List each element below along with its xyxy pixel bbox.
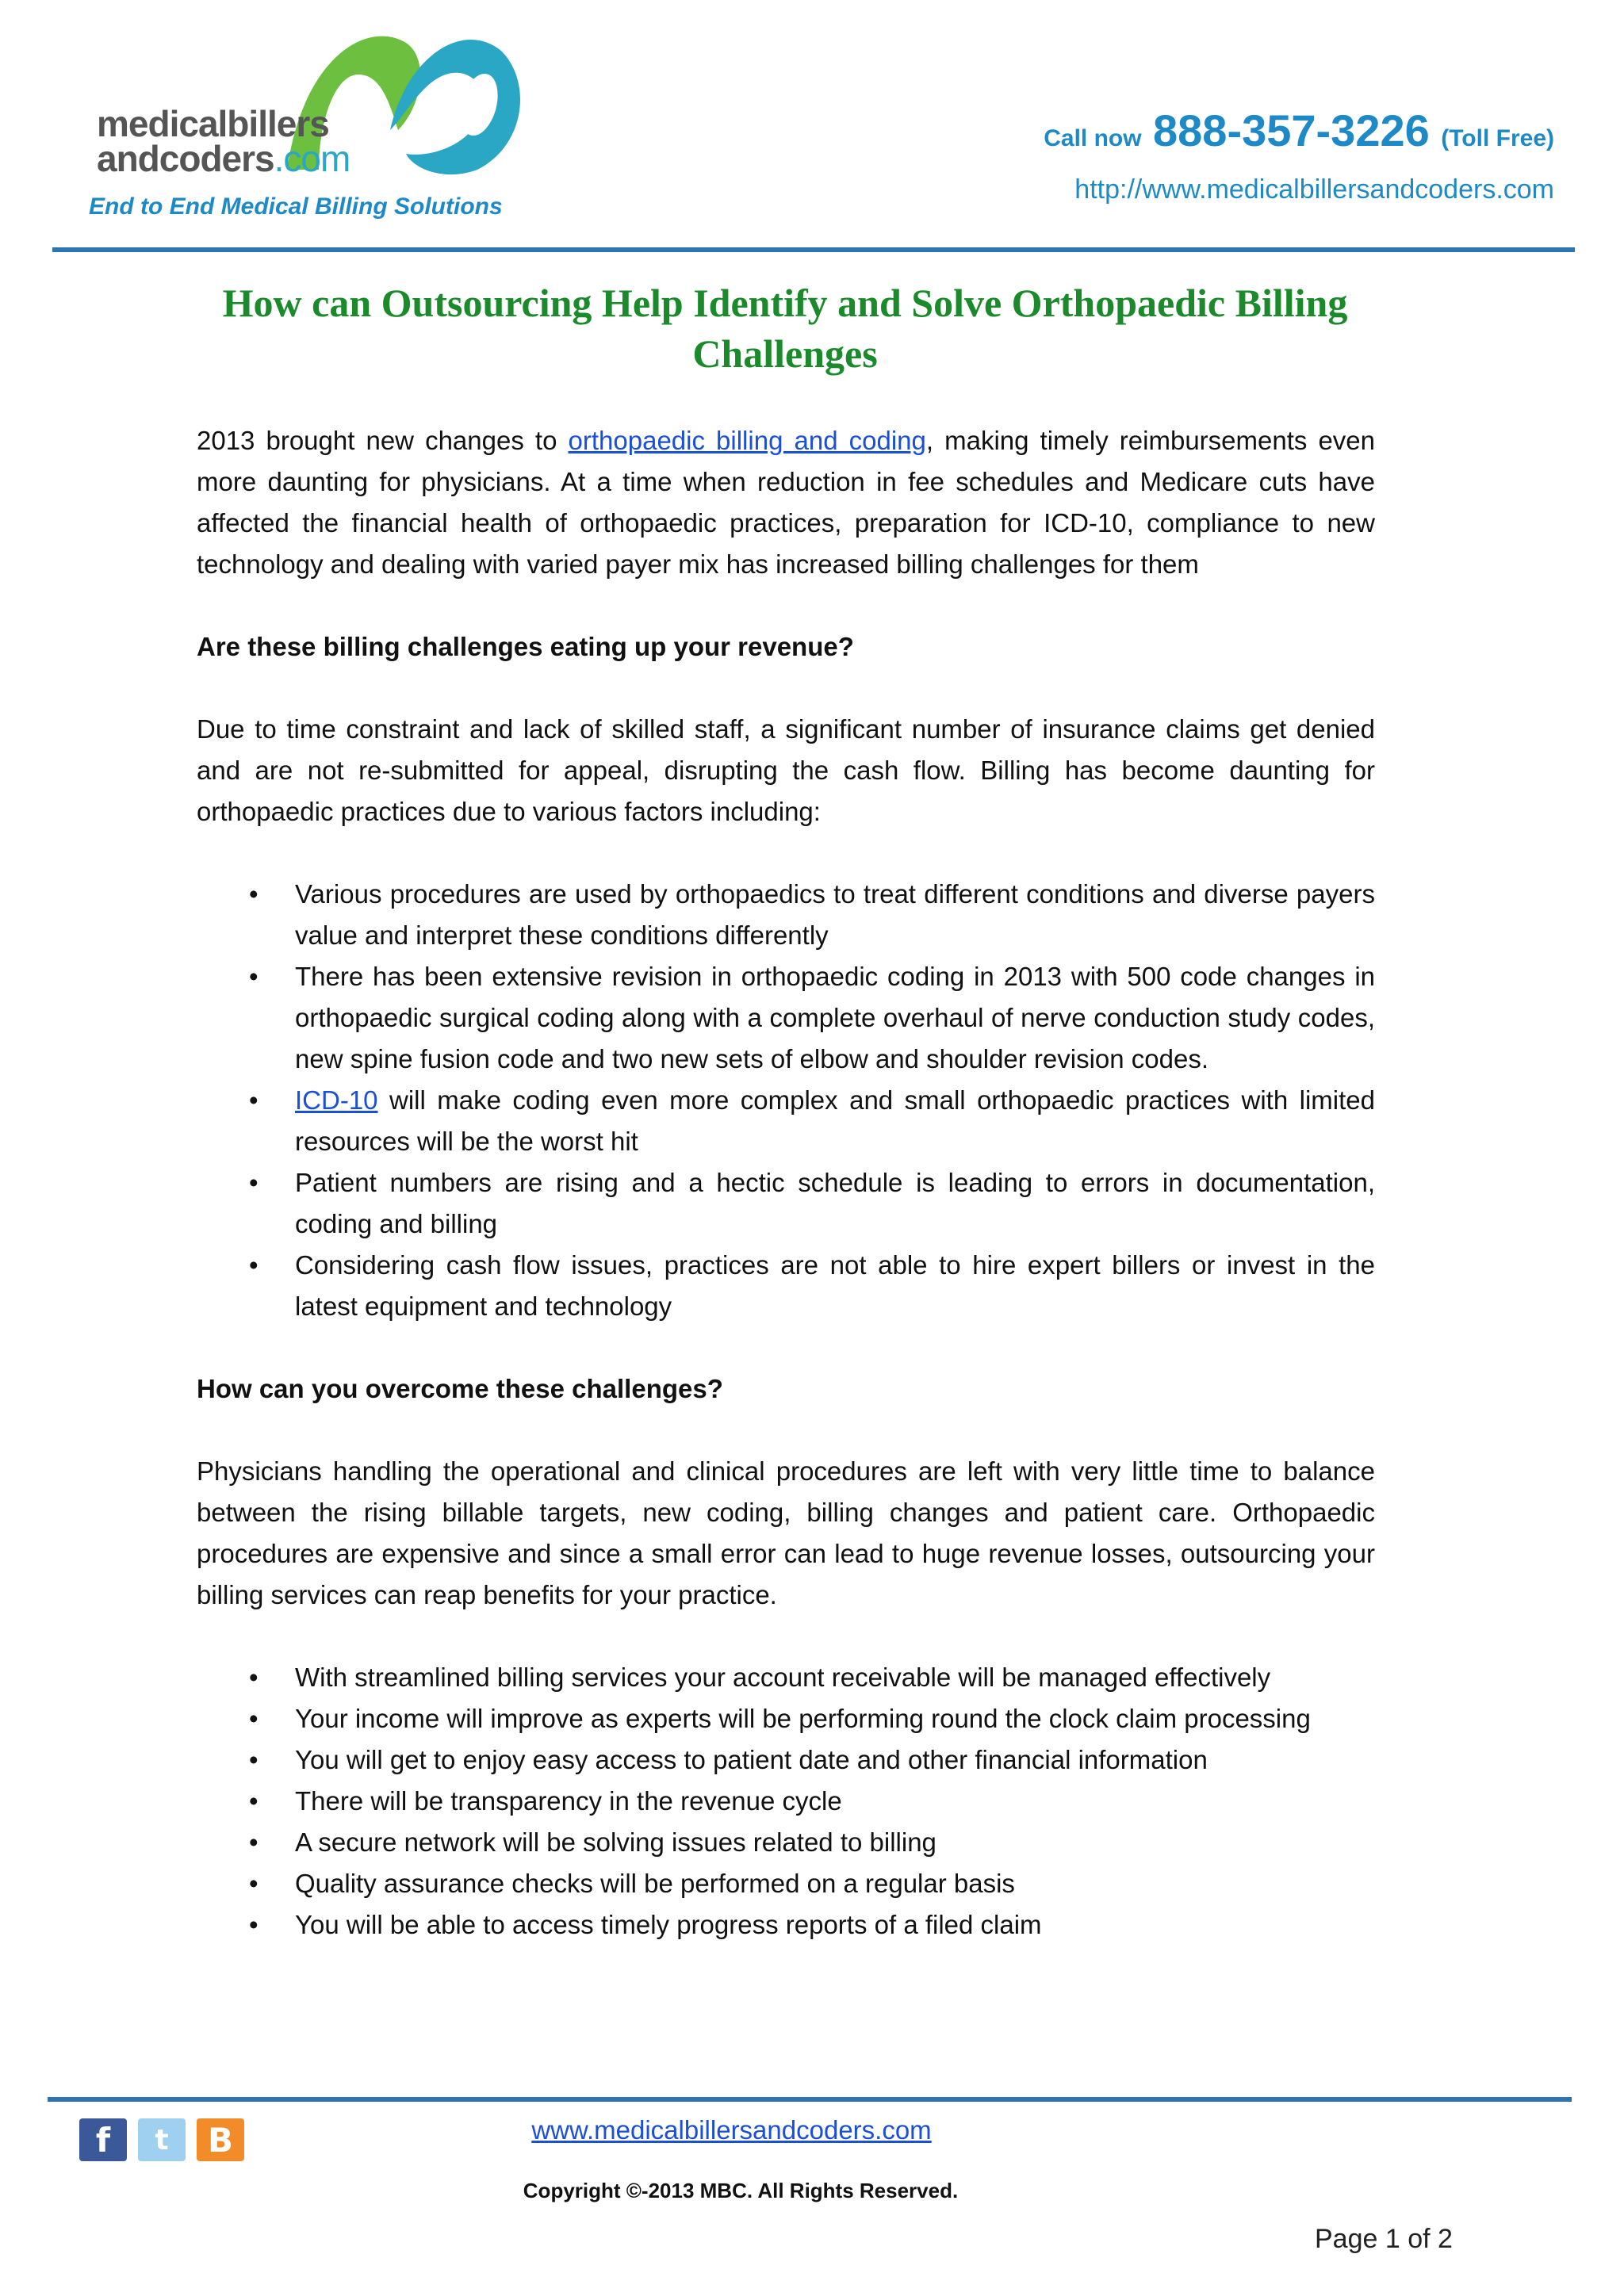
footer-website-link[interactable]: www.medicalbillersandcoders.com: [531, 2115, 932, 2145]
list-item: [197, 1080, 1375, 1162]
page-title: How can Outsourcing Help Identify and Solve Orthopaedic Billing Challenges: [222, 281, 1348, 376]
list-item: [197, 1162, 1375, 1245]
challenges-list: [197, 874, 1375, 1327]
list-item-text: A secure network will be solving issues related to billing: [295, 1827, 936, 1857]
benefits-list: [197, 1657, 1375, 1946]
header-divider: [52, 247, 1575, 252]
call-now-label: Call now: [1044, 125, 1142, 151]
logo-line-1: medicalbillers: [97, 103, 329, 144]
logo-line-2-main: andcoders: [97, 138, 274, 179]
bullet-icon: •: [249, 1168, 259, 1197]
list-item-text: Patient numbers are rising and a hectic schedule is leading to errors in documentation, coding and billing: [295, 1168, 1375, 1238]
company-logo[interactable]: [89, 11, 533, 225]
list-item-text: With streamlined billing services your account receivable will be managed effectively: [295, 1663, 1271, 1692]
list-item-text: There has been extensive revision in orthopaedic coding in 2013 with 500 code changes in orthopaedic surgical coding along with a complete overhaul of nerve conduction study codes, new spine fusion code and two new sets of elbow and shoulder revision codes.: [295, 962, 1375, 1073]
toll-free-label: (Toll Free): [1441, 125, 1554, 151]
bullet-icon: •: [249, 1704, 259, 1733]
blogger-icon[interactable]: B: [197, 2118, 244, 2161]
list-item: [197, 1781, 1375, 1822]
tagline: End to End Medical Billing Solutions: [89, 193, 503, 220]
list-item-text: will make coding even more complex and small orthopaedic practices with limited resources will be the worst hit: [295, 1085, 1375, 1156]
logo-wordmark: [97, 103, 350, 179]
orthopaedic-billing-link[interactable]: orthopaedic billing and coding: [568, 426, 926, 455]
call-now: [1044, 105, 1554, 156]
list-item: [197, 1822, 1375, 1863]
list-item-text: You will get to enjoy easy access to patient date and other financial information: [295, 1745, 1208, 1774]
list-item-text: There will be transparency in the revenue cycle: [295, 1786, 842, 1816]
list-item: [197, 874, 1375, 956]
logo-line-2: [97, 138, 350, 179]
article-body: [197, 420, 1375, 1987]
list-item: [197, 1863, 1375, 1904]
list-item-text: Quality assurance checks will be performed on a regular basis: [295, 1869, 1015, 1898]
twitter-icon[interactable]: t: [138, 2118, 186, 2161]
bullet-icon: •: [249, 1085, 259, 1115]
list-item: [197, 1245, 1375, 1327]
copyright-notice: Copyright ©-2013 MBC. All Rights Reserved.: [523, 2179, 959, 2202]
phone-number[interactable]: 888-357-3226: [1153, 105, 1430, 155]
challenges-paragraph: Due to time constraint and lack of skilled staff, a significant number of insurance claims get denied and are not re-submitted for appeal, disrupting the cash flow. Billing has become daunting for orthopaedic practices due to various factors including:: [197, 714, 1375, 826]
bullet-icon: •: [249, 1827, 259, 1857]
bullet-icon: •: [249, 1786, 259, 1816]
list-item: [197, 1904, 1375, 1946]
list-item: [197, 1657, 1375, 1698]
list-item-text: You will be able to access timely progress reports of a filed claim: [295, 1910, 1042, 1939]
bullet-icon: •: [249, 879, 259, 909]
facebook-icon[interactable]: f: [79, 2118, 127, 2161]
list-item-text: Your income will improve as experts will be performing round the clock claim processing: [295, 1704, 1311, 1733]
list-item-text: Various procedures are used by orthopaedics to treat different conditions and diverse payers value and interpret these conditions differently: [295, 879, 1375, 950]
list-item-text: Considering cash flow issues, practices are not able to hire expert billers or invest in the latest equipment and technology: [295, 1250, 1375, 1321]
bullet-icon: •: [249, 1745, 259, 1774]
outsourcing-paragraph: Physicians handling the operational and clinical procedures are left with very little time to balance between the rising billable targets, new coding, billing changes and patient care. Orthopaedic procedures are expensive and since a small error can lead to huge revenue losses, outsourcing your billing services can reap benefits for your practice.: [197, 1456, 1375, 1609]
bullet-icon: •: [249, 1250, 259, 1280]
list-item: [197, 1698, 1375, 1739]
bullet-icon: •: [249, 1663, 259, 1692]
bullet-icon: •: [249, 1910, 259, 1939]
list-item: [197, 1739, 1375, 1781]
section-heading-overcome: How can you overcome these challenges?: [197, 1374, 723, 1403]
header-website-link[interactable]: http://www.medicalbillersandcoders.com: [1074, 174, 1554, 205]
footer-divider: [48, 2097, 1572, 2102]
icd-10-link[interactable]: ICD-10: [295, 1085, 378, 1115]
section-heading-revenue: Are these billing challenges eating up your revenue?: [197, 632, 854, 661]
list-item: [197, 956, 1375, 1080]
bullet-icon: •: [249, 1869, 259, 1898]
logo-dotcom: .com: [274, 138, 350, 179]
bullet-icon: •: [249, 962, 259, 991]
intro-paragraph: [197, 420, 1375, 585]
intro-text-end: , making timely reimbursements even more daunting for physicians. At a time when reduction in fee schedules and Medicare cuts have affected the financial health of orthopaedic practices, preparation for ICD-10, compliance to new technology and dealing with varied payer mix has increased billing challenges for them: [197, 426, 1376, 579]
intro-text-start: 2013 brought new changes to: [197, 426, 569, 455]
page-number: Page 1 of 2: [1315, 2224, 1453, 2254]
